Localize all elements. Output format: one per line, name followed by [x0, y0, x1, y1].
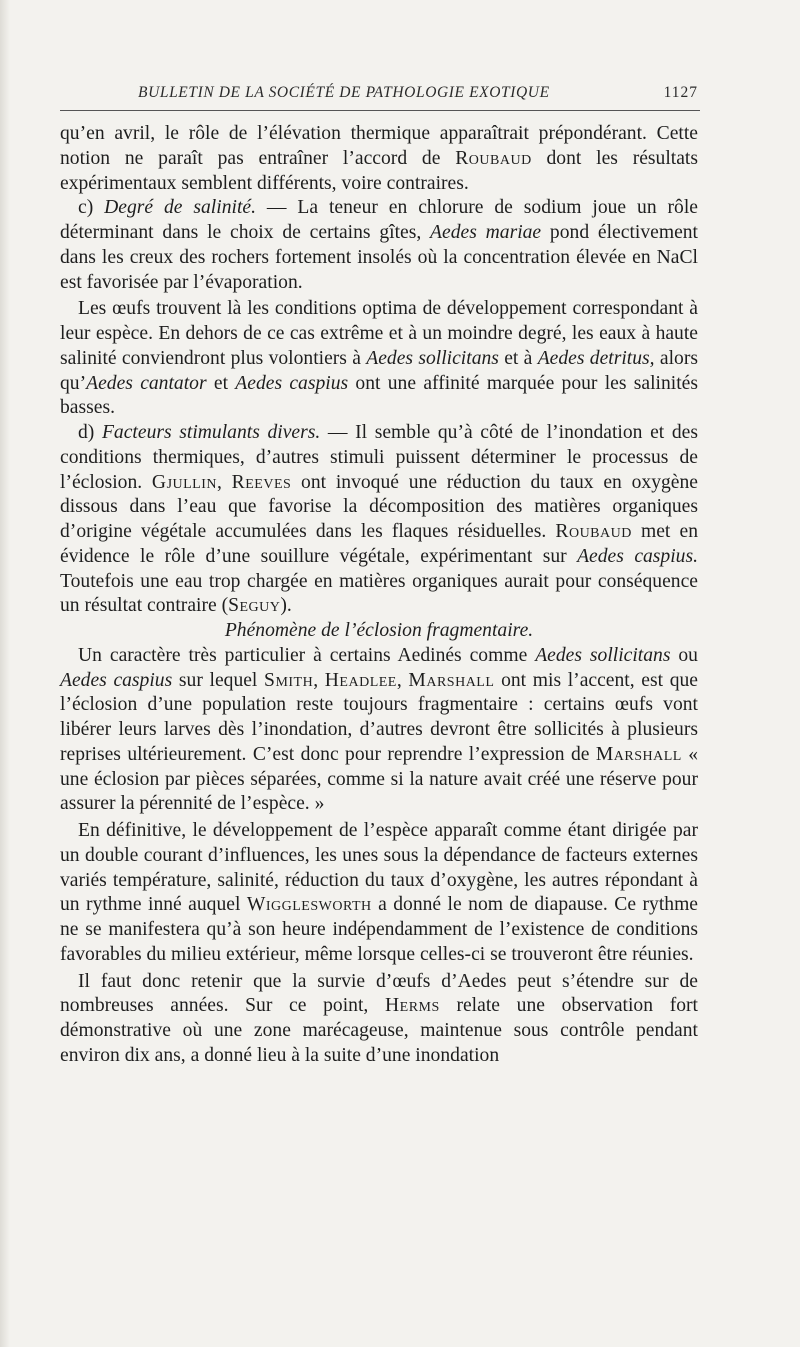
paragraph-6: En définitive, le développement de l’espèce apparaît comme étant dirigée par un double courant d’influences, les unes sous la dépendance de facteurs externes variés température, salinité, réduction du taux d’oxygène, les autres répondant à un rythme inné auquel Wigglesworth a donné le nom de diapause. Ce rythme ne se manifestera qu’à son heure indépendamment de l’existence de conditions favorables du milieu extérieur, même lorsque celles-ci se trouveront être réunies. [60, 820, 699, 965]
running-header [60, 84, 698, 102]
author-name: Smith [264, 669, 314, 691]
paragraph-5: Un caractère très particulier à certains Aedinés comme Aedes sollicitans ou Aedes caspius sur lequel Smith, Headlee, Marshall ont mis l’accent, est que l’éclosion d’une population reste toujours fragmentaire : certains œufs vont libérer leurs larves dès l’inondation, d’autres devront être sollicités à plusieurs reprises ultérieurement. C’est donc pour reprendre l’expression de Marshall « une éclosion par pièces séparées, comme si la nature avait créé une réserve pour assurer la pérennité de l’espèce. » [60, 644, 699, 815]
section-heading: Degré de salinité. [104, 197, 256, 219]
author-name: Roubaud [555, 521, 632, 542]
author-name: Reeves [231, 471, 292, 493]
paragraph-1: qu’en avril, le rôle de l’élévation thermique apparaîtrait prépondérant. Cette notion ne paraît pas entraîner l’accord de Roubaud dont les résultats expérimentaux semblent différents, voire contraires. [60, 123, 698, 194]
species-name: Aedes cantator [86, 372, 207, 394]
body-text [60, 122, 698, 1069]
paragraph-3: Les œufs trouvent là les conditions optima de développement correspondant à leur espèce. En dehors de ce cas extrême et à un moindre degré, les eaux à haute salinité conviendront plus volontiers à Aedes sollicitans et à Aedes detritus, alors qu’Aedes cantator et Aedes caspius ont une affinité marquée pour les salinités basses. [60, 298, 699, 419]
paragraph-7: Il faut donc retenir que la survie d’œufs d’Aedes peut s’étendre sur de nombreuses années. Sur ce point, Herms relate une observation fort démonstrative où une zone marécageuse, maintenue sous contrôle pendant environ dix ans, a donné lieu à la suite d’une inondation [60, 970, 698, 1066]
species-name: Aedes mariae [430, 222, 542, 243]
author-name: Headlee [324, 669, 397, 691]
page-number: 1127 [663, 84, 698, 101]
author-name: Seguy [228, 595, 281, 617]
header-rule [60, 110, 700, 111]
author-name: Gjullin [151, 471, 218, 493]
author-name: Marshall [595, 743, 682, 765]
species-name: Aedes sollicitans [366, 347, 499, 369]
species-name: Aedes caspius. [577, 545, 698, 567]
species-name: Aedes sollicitans [535, 644, 671, 666]
species-name: Aedes caspius [60, 669, 173, 691]
author-name: Herms [385, 995, 440, 1017]
section-subtitle: Phénomène de l’éclosion fragmentaire. [224, 620, 534, 641]
page-edge [0, 0, 10, 1347]
paragraph-salinity: c) Degré de salinité. — La teneur en chlorure de sodium joue un rôle déterminant dans le choix de certains gîtes, Aedes mariae pond électivement dans les creux des rochers fortement insolés où la concentration élevée en NaCl est favorisée par l’évaporation. [60, 197, 699, 293]
journal-title: BULLETIN DE LA SOCIÉTÉ DE PATHOLOGIE EXOTIQUE [138, 84, 550, 101]
species-name: Aedes detritus, [537, 347, 655, 369]
author-name: Wigglesworth [246, 894, 372, 916]
author-name: Marshall [408, 669, 495, 691]
paragraph-stimulants: d) Facteurs stimulants divers. — Il semble qu’à côté de l’inondation et des conditions thermiques, d’autres stimuli puissent déterminer le processus de l’éclosion. Gjullin, Reeves ont invoqué une réduction du taux en oxygène dissous dans l’eau que favorise la décomposition des matières organiques d’origine végétale accumulées dans les flaques résiduelles. Roubaud met en évidence le rôle d’une souillure végétale, expérimentant sur Aedes caspius. Toutefois une eau trop chargée en matières organiques aurait pour conséquence un résultat contraire (Seguy). [60, 422, 699, 617]
species-name: Aedes caspius [235, 372, 349, 394]
author-name: Roubaud [455, 147, 532, 169]
section-heading: Facteurs stimulants divers. [101, 422, 321, 443]
